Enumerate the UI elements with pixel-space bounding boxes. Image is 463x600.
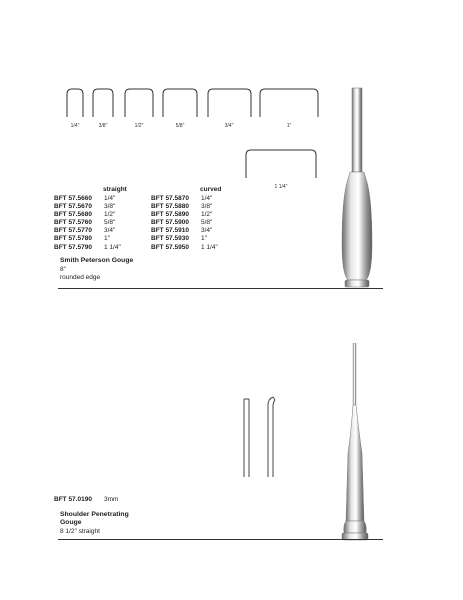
item-code: BFT 57.5900 <box>151 219 189 227</box>
list-item <box>151 195 241 203</box>
profile-3-4 <box>208 89 251 117</box>
profile-1-1-4 <box>246 150 316 178</box>
item-size: 1/2" <box>201 211 213 219</box>
item-code: BFT 57.5670 <box>54 203 92 211</box>
item-code: BFT 57.5880 <box>151 203 189 211</box>
profile-3-8 <box>93 89 113 117</box>
item-code: BFT 57.5760 <box>54 219 92 227</box>
item-size: 3/8" <box>104 203 116 211</box>
smith-peterson-gouge-illustration <box>336 84 396 294</box>
item-size: 1" <box>201 235 207 243</box>
size-label-1: 1" <box>286 123 292 129</box>
list-item <box>151 211 241 219</box>
list-item <box>54 195 144 203</box>
profile-1-4 <box>67 89 83 117</box>
item-code: BFT 57.5680 <box>54 211 92 219</box>
item-size: 1 1/4" <box>104 243 121 251</box>
product-title-line-2: Gouge <box>60 519 82 527</box>
product-description <box>60 266 100 282</box>
shoulder-gouge-illustration <box>340 343 370 545</box>
item-code: BFT 57.5780 <box>54 235 92 243</box>
curved-item-list <box>151 195 241 252</box>
item-size: 5/8" <box>104 219 116 227</box>
size-label-1-2: 1/2" <box>134 123 144 129</box>
product-length: 8" <box>60 266 66 273</box>
list-item <box>54 219 144 227</box>
size-label-3-4: 3/4" <box>224 123 234 129</box>
item-code: BFT 57.5910 <box>151 227 189 235</box>
item-code: BFT 57.5770 <box>54 227 92 235</box>
product-title <box>60 511 129 527</box>
section-divider <box>58 539 383 540</box>
item-size: 3/4" <box>201 227 213 235</box>
list-item <box>54 211 144 219</box>
product-title-line-1: Shoulder Penetrating <box>60 511 129 518</box>
product-code-row <box>54 496 118 503</box>
list-item <box>151 244 241 252</box>
item-code: BFT 57.5950 <box>151 243 189 251</box>
item-code: BFT 57.5660 <box>54 195 92 202</box>
list-item <box>54 203 144 211</box>
item-code: BFT 57.5790 <box>54 243 92 251</box>
product-code: BFT 57.0190 <box>54 496 92 503</box>
item-size: 1" <box>104 235 110 243</box>
profile-1 <box>260 89 318 117</box>
list-item <box>151 227 241 235</box>
item-size: 1/2" <box>104 211 116 219</box>
list-item <box>151 203 241 211</box>
size-label-1-4: 1/4" <box>70 123 80 129</box>
product-title: Smith Peterson Gouge <box>60 257 134 264</box>
product-note: rounded edge <box>60 274 101 282</box>
product-description: 8 1/2" straight <box>60 528 100 535</box>
list-item <box>54 244 144 252</box>
section-divider <box>58 288 383 289</box>
list-item <box>54 235 144 243</box>
item-code: BFT 57.5890 <box>151 211 189 219</box>
list-item <box>54 227 144 235</box>
curved-column-header: curved <box>200 186 222 193</box>
profile-5-8 <box>163 89 197 117</box>
item-code: BFT 57.5930 <box>151 235 189 243</box>
size-label-1-1-4: 1 1/4" <box>274 184 288 190</box>
item-size: 1/4" <box>201 195 213 202</box>
item-size: 1/4" <box>104 195 116 202</box>
profile-1-2 <box>125 89 153 117</box>
item-code: BFT 57.5870 <box>151 195 189 202</box>
item-size: 3/4" <box>104 227 116 235</box>
item-size: 5/8" <box>201 219 213 227</box>
straight-item-list <box>54 195 144 252</box>
product-size: 3mm <box>104 496 119 503</box>
item-size: 3/8" <box>201 203 213 211</box>
straight-column-header: straight <box>103 186 127 193</box>
list-item <box>151 219 241 227</box>
list-item <box>151 235 241 243</box>
size-label-3-8: 3/8" <box>98 123 108 129</box>
item-size: 1 1/4" <box>201 243 218 251</box>
size-label-5-8: 5/8" <box>175 123 185 129</box>
shoulder-gouge-tip-detail <box>236 393 286 483</box>
